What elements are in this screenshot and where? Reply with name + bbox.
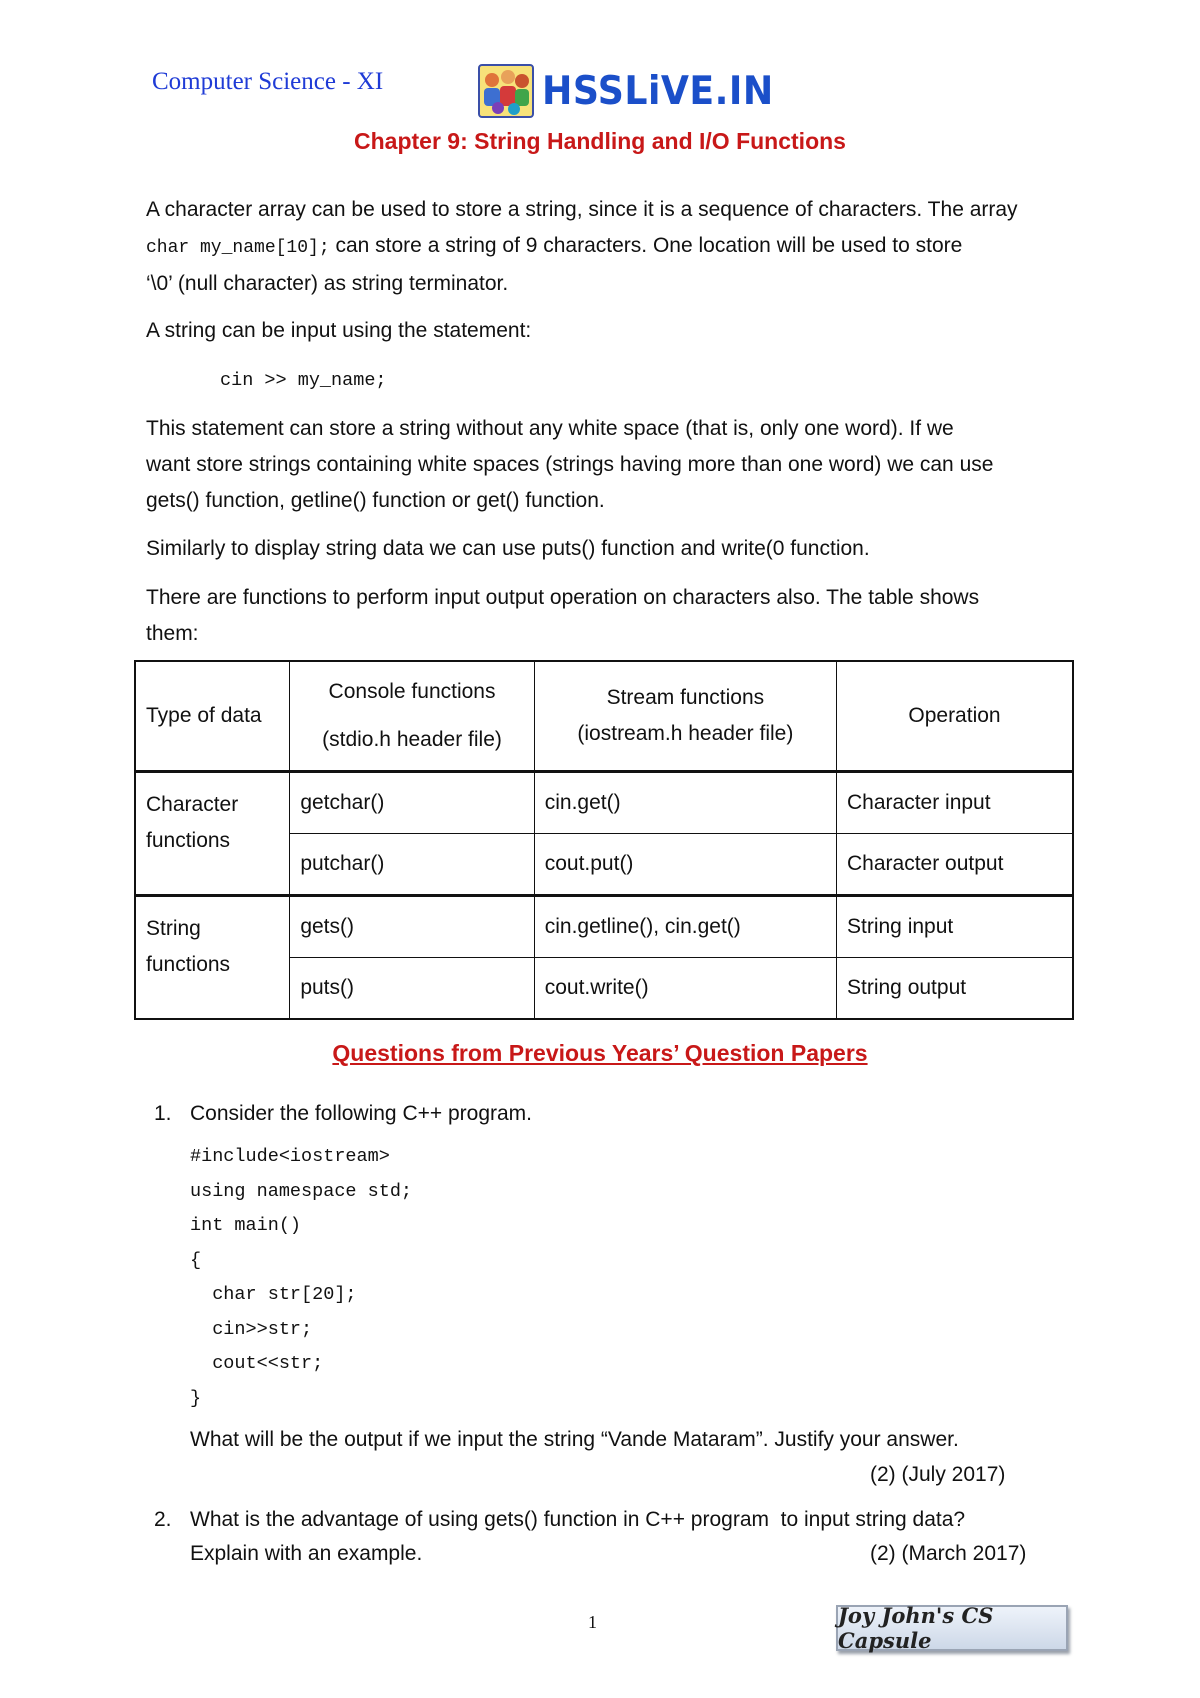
group-label-line: functions bbox=[146, 829, 231, 852]
question-2-marks: (2) (March 2017) bbox=[870, 1542, 1027, 1565]
intro-paragraph-4: Similarly to display string data we can use puts() function and write(0 function. bbox=[146, 537, 870, 560]
table-header-row bbox=[135, 661, 1073, 772]
group-label-character bbox=[135, 772, 290, 896]
intro-line: want store strings containing white spaces (strings having more than one word) we can use bbox=[146, 453, 994, 476]
cell-operation: Character input bbox=[837, 772, 1074, 834]
logo-text: HSSLiVE.IN bbox=[542, 68, 774, 114]
header-stream bbox=[534, 661, 836, 772]
code-line: #include<iostream> bbox=[190, 1146, 390, 1167]
code-line: char str[20]; bbox=[190, 1284, 357, 1305]
header-type: Type of data bbox=[135, 661, 290, 772]
group-label-string bbox=[135, 896, 290, 1020]
intro-paragraph-3 bbox=[146, 411, 1066, 519]
intro-line: A character array can be used to store a string, since it is a sequence of characters. The array bbox=[146, 198, 1018, 221]
code-line: using namespace std; bbox=[190, 1180, 413, 1202]
cell-console: puts() bbox=[290, 958, 534, 1020]
question-1-code bbox=[190, 1140, 412, 1416]
header-console-line2: (stdio.h header file) bbox=[322, 728, 502, 751]
cell-console: putchar() bbox=[290, 834, 534, 896]
questions-heading: Questions from Previous Years’ Question Papers bbox=[332, 1040, 868, 1066]
intro-line: them: bbox=[146, 622, 199, 645]
intro-line: ‘\0’ (null character) as string terminator. bbox=[146, 272, 509, 295]
code-line: int main() bbox=[190, 1215, 302, 1236]
chapter-title: Chapter 9: String Handling and I/O Functions bbox=[354, 128, 846, 154]
cell-stream: cout.put() bbox=[534, 834, 836, 896]
table-row bbox=[135, 772, 1073, 834]
question-2-number: 2. bbox=[154, 1508, 172, 1531]
page-number: 1 bbox=[588, 1612, 597, 1632]
students-logo-icon bbox=[478, 64, 534, 118]
question-1-text: Consider the following C++ program. bbox=[190, 1102, 533, 1125]
intro-paragraph-5 bbox=[146, 580, 1066, 652]
code-line: cin>>str; bbox=[190, 1318, 313, 1340]
cs-capsule-stamp: Joy John's CS Capsule bbox=[836, 1605, 1068, 1651]
group-label-line: String bbox=[146, 917, 201, 940]
cell-console: gets() bbox=[290, 896, 534, 958]
code-line: cout<<str; bbox=[190, 1353, 324, 1374]
cell-stream: cin.get() bbox=[534, 772, 836, 834]
inline-code: char my_name[10]; bbox=[146, 238, 330, 258]
header-stream-line2: (iostream.h header file) bbox=[577, 722, 794, 745]
cell-operation: String output bbox=[837, 958, 1074, 1020]
header-console-line1: Console functions bbox=[328, 680, 496, 703]
header-stream-line1: Stream functions bbox=[606, 686, 765, 709]
intro-line bbox=[146, 228, 1066, 266]
cell-operation: Character output bbox=[837, 834, 1074, 896]
code-line: } bbox=[190, 1387, 202, 1409]
code-cin-statement: cin >> my_name; bbox=[220, 370, 387, 391]
intro-line: There are functions to perform input output operation on characters also. The table shows bbox=[146, 586, 980, 609]
intro-paragraph-1 bbox=[146, 192, 1066, 302]
cell-stream: cout.write() bbox=[534, 958, 836, 1020]
header-console bbox=[290, 661, 534, 772]
group-label-line: Character bbox=[146, 793, 239, 816]
cell-operation: String input bbox=[837, 896, 1074, 958]
subject-header: Computer Science - XI bbox=[152, 68, 384, 95]
code-line: { bbox=[190, 1249, 202, 1271]
question-2-text-line1: What is the advantage of using gets() function in C++ program to input string data? bbox=[190, 1508, 966, 1531]
question-1-followup: What will be the output if we input the string “Vande Mataram”. Justify your answer. bbox=[190, 1428, 959, 1451]
group-label-line: functions bbox=[146, 953, 231, 976]
cell-console: getchar() bbox=[290, 772, 534, 834]
header-operation: Operation bbox=[837, 661, 1074, 772]
question-1-number: 1. bbox=[154, 1102, 172, 1125]
table-row bbox=[135, 896, 1073, 958]
intro-paragraph-2: A string can be input using the statement: bbox=[146, 319, 532, 342]
intro-line-rest: can store a string of 9 characters. One location will be used to store bbox=[329, 234, 963, 257]
intro-line: gets() function, getline() function or get() function. bbox=[146, 489, 605, 512]
intro-line: This statement can store a string without any white space (that is, only one word). If we bbox=[146, 417, 954, 440]
cell-stream: cin.getline(), cin.get() bbox=[534, 896, 836, 958]
io-functions-table bbox=[134, 660, 1074, 1020]
question-1-marks: (2) (July 2017) bbox=[870, 1463, 1006, 1486]
site-logo bbox=[478, 64, 791, 118]
question-2-text-line2: Explain with an example. bbox=[190, 1542, 423, 1565]
